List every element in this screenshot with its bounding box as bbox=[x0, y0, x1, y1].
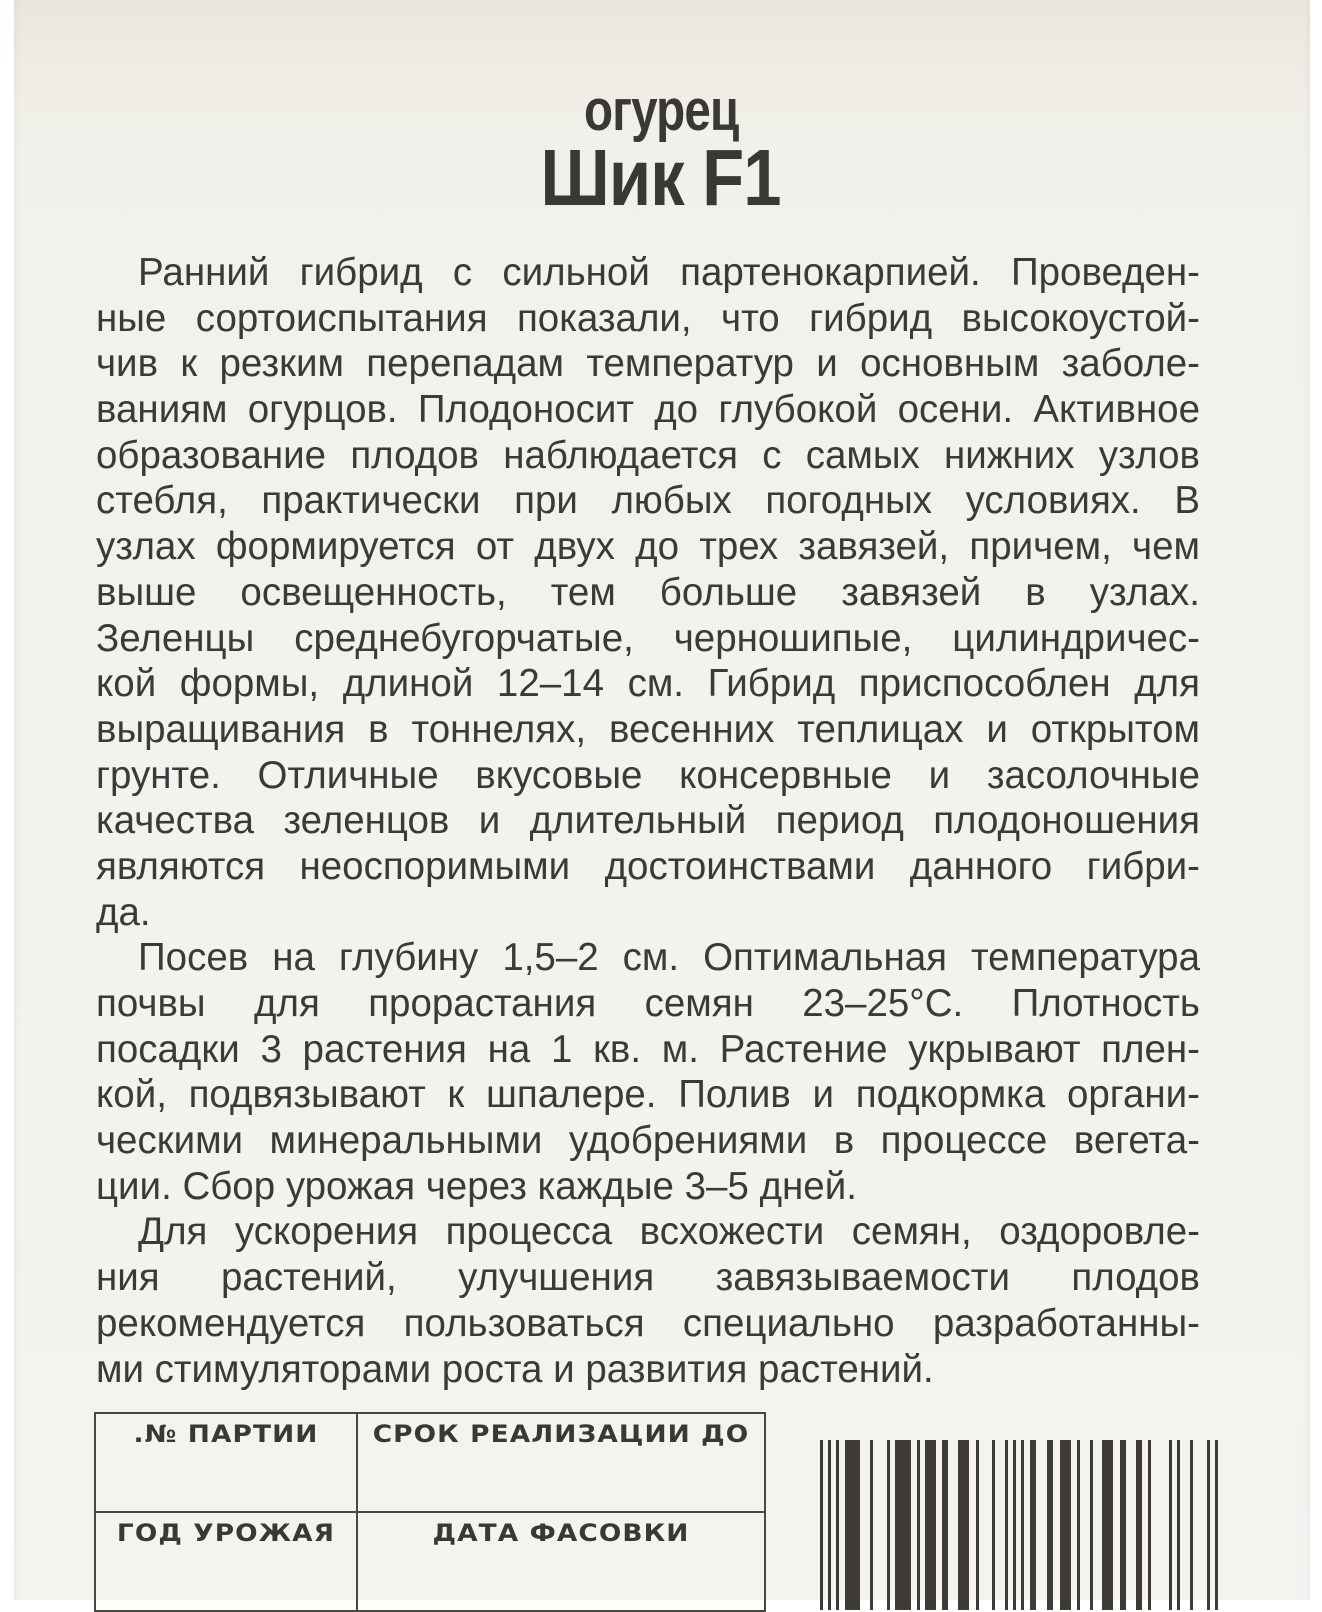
barcode-bar bbox=[887, 1440, 890, 1610]
barcode-bar bbox=[870, 1440, 873, 1610]
info-table bbox=[94, 1412, 766, 1612]
barcode-bar bbox=[1177, 1440, 1180, 1610]
barcode-bar bbox=[976, 1440, 979, 1610]
barcode-bar bbox=[1090, 1440, 1093, 1610]
description-line: выращивания в тоннелях, весенних теплицах и открытом bbox=[96, 707, 1200, 751]
description-line: стебля, практически при любых погодных условиях. В bbox=[96, 479, 1200, 523]
description-line: Ранний гибрид с сильной партенокарпией. Проведен- bbox=[138, 251, 1200, 294]
barcode-bar bbox=[1030, 1440, 1036, 1610]
description-line: образование плодов наблюдается с самых нижних узлов bbox=[96, 433, 1200, 477]
batch-number-label: .№ ПАРТИИ bbox=[133, 1420, 319, 1448]
description-line: ми стимуляторами роста и развития растений. bbox=[96, 1347, 934, 1391]
barcode-bar bbox=[942, 1440, 948, 1610]
barcode-bar bbox=[1005, 1440, 1008, 1610]
description-line: выше освещенность, тем больше завязей в узлах. bbox=[96, 570, 1200, 614]
barcode-bar bbox=[1047, 1440, 1053, 1610]
description-text bbox=[96, 250, 1200, 1392]
packing-date-cell bbox=[357, 1512, 765, 1611]
barcode-bar bbox=[1169, 1440, 1172, 1610]
barcode-bar bbox=[1077, 1440, 1080, 1610]
barcode bbox=[804, 1440, 1244, 1610]
description-line: грунте. Отличные вкусовые консервные и засолочные bbox=[96, 753, 1200, 797]
barcode-bar bbox=[917, 1440, 920, 1610]
barcode-bar bbox=[1190, 1440, 1193, 1610]
barcode-bar bbox=[845, 1440, 860, 1610]
barcode-bar bbox=[925, 1440, 936, 1610]
barcode-bar bbox=[1215, 1440, 1218, 1610]
description-line: качества зеленцов и длительный период плодоношения bbox=[96, 799, 1200, 843]
description-line: Зеленцы среднебугорчатые, черношипые, цилиндричес- bbox=[96, 616, 1200, 660]
batch-number-cell bbox=[95, 1413, 357, 1512]
description-line: ческими минеральными удобрениями в процессе вегета- bbox=[96, 1119, 1200, 1163]
description-line: узлах формируется от двух до трех завязей, причем, чем bbox=[96, 525, 1200, 569]
barcode-bar bbox=[992, 1440, 995, 1610]
description-line: ваниям огурцов. Плодоносит до глубокой осени. Активное bbox=[96, 388, 1200, 432]
barcode-bar bbox=[1013, 1440, 1016, 1610]
sell-by-cell bbox=[357, 1413, 765, 1512]
description-line: почвы для прорастания семян 23–25°С. Плотность bbox=[96, 982, 1200, 1025]
description-line: Посев на глубину 1,5–2 см. Оптимальная температура bbox=[138, 936, 1200, 980]
packing-date-label: ДАТА ФАСОВКИ bbox=[432, 1519, 690, 1547]
barcode-bar bbox=[1148, 1440, 1151, 1610]
barcode-bar bbox=[1102, 1440, 1113, 1610]
barcode-bar bbox=[1060, 1440, 1071, 1610]
description-line: чив к резким перепадам температур и основным заболе- bbox=[96, 342, 1200, 386]
barcode-bar bbox=[820, 1440, 823, 1610]
harvest-year-label: ГОД УРОЖАЯ bbox=[116, 1519, 336, 1547]
barcode-bar bbox=[958, 1440, 969, 1610]
barcode-bar bbox=[1136, 1440, 1142, 1610]
harvest-year-cell bbox=[95, 1512, 357, 1611]
barcode-bar bbox=[1021, 1440, 1024, 1610]
product-kind: огурец bbox=[583, 78, 739, 143]
barcode-bar bbox=[828, 1440, 831, 1610]
description-line: ния растений, улучшения завязываемости плодов bbox=[96, 1256, 1200, 1300]
barcode-bar bbox=[836, 1440, 839, 1610]
barcode-bar bbox=[1207, 1440, 1210, 1610]
barcode-bar bbox=[1120, 1440, 1126, 1610]
description-line: кой, подвязывают к шпалере. Полив и подкормка органи- bbox=[96, 1073, 1200, 1117]
description-line: ные сортоиспытания показали, что гибрид высокоустой- bbox=[96, 296, 1200, 340]
description-line: да. bbox=[96, 890, 151, 934]
product-title bbox=[0, 78, 1322, 222]
product-name: Шик F1 bbox=[540, 133, 782, 222]
description-line: посадки 3 растения на 1 кв. м. Растение укрывают плен- bbox=[96, 1027, 1200, 1071]
description-line: рекомендуется пользоваться специально разработанны- bbox=[96, 1301, 1200, 1345]
description-line: кой формы, длиной 12–14 см. Гибрид приспособлен для bbox=[96, 662, 1200, 706]
barcode-bar bbox=[895, 1440, 911, 1610]
description-line: ции. Сбор урожая через каждые 3–5 дней. bbox=[96, 1164, 857, 1208]
description-line: Для ускорения процесса всхожести семян, оздоровле- bbox=[138, 1210, 1200, 1254]
sell-by-label: СРОК РЕАЛИЗАЦИИ ДО bbox=[372, 1420, 750, 1448]
description-line: являются неоспоримыми достоинствами данного гибри- bbox=[96, 844, 1200, 888]
